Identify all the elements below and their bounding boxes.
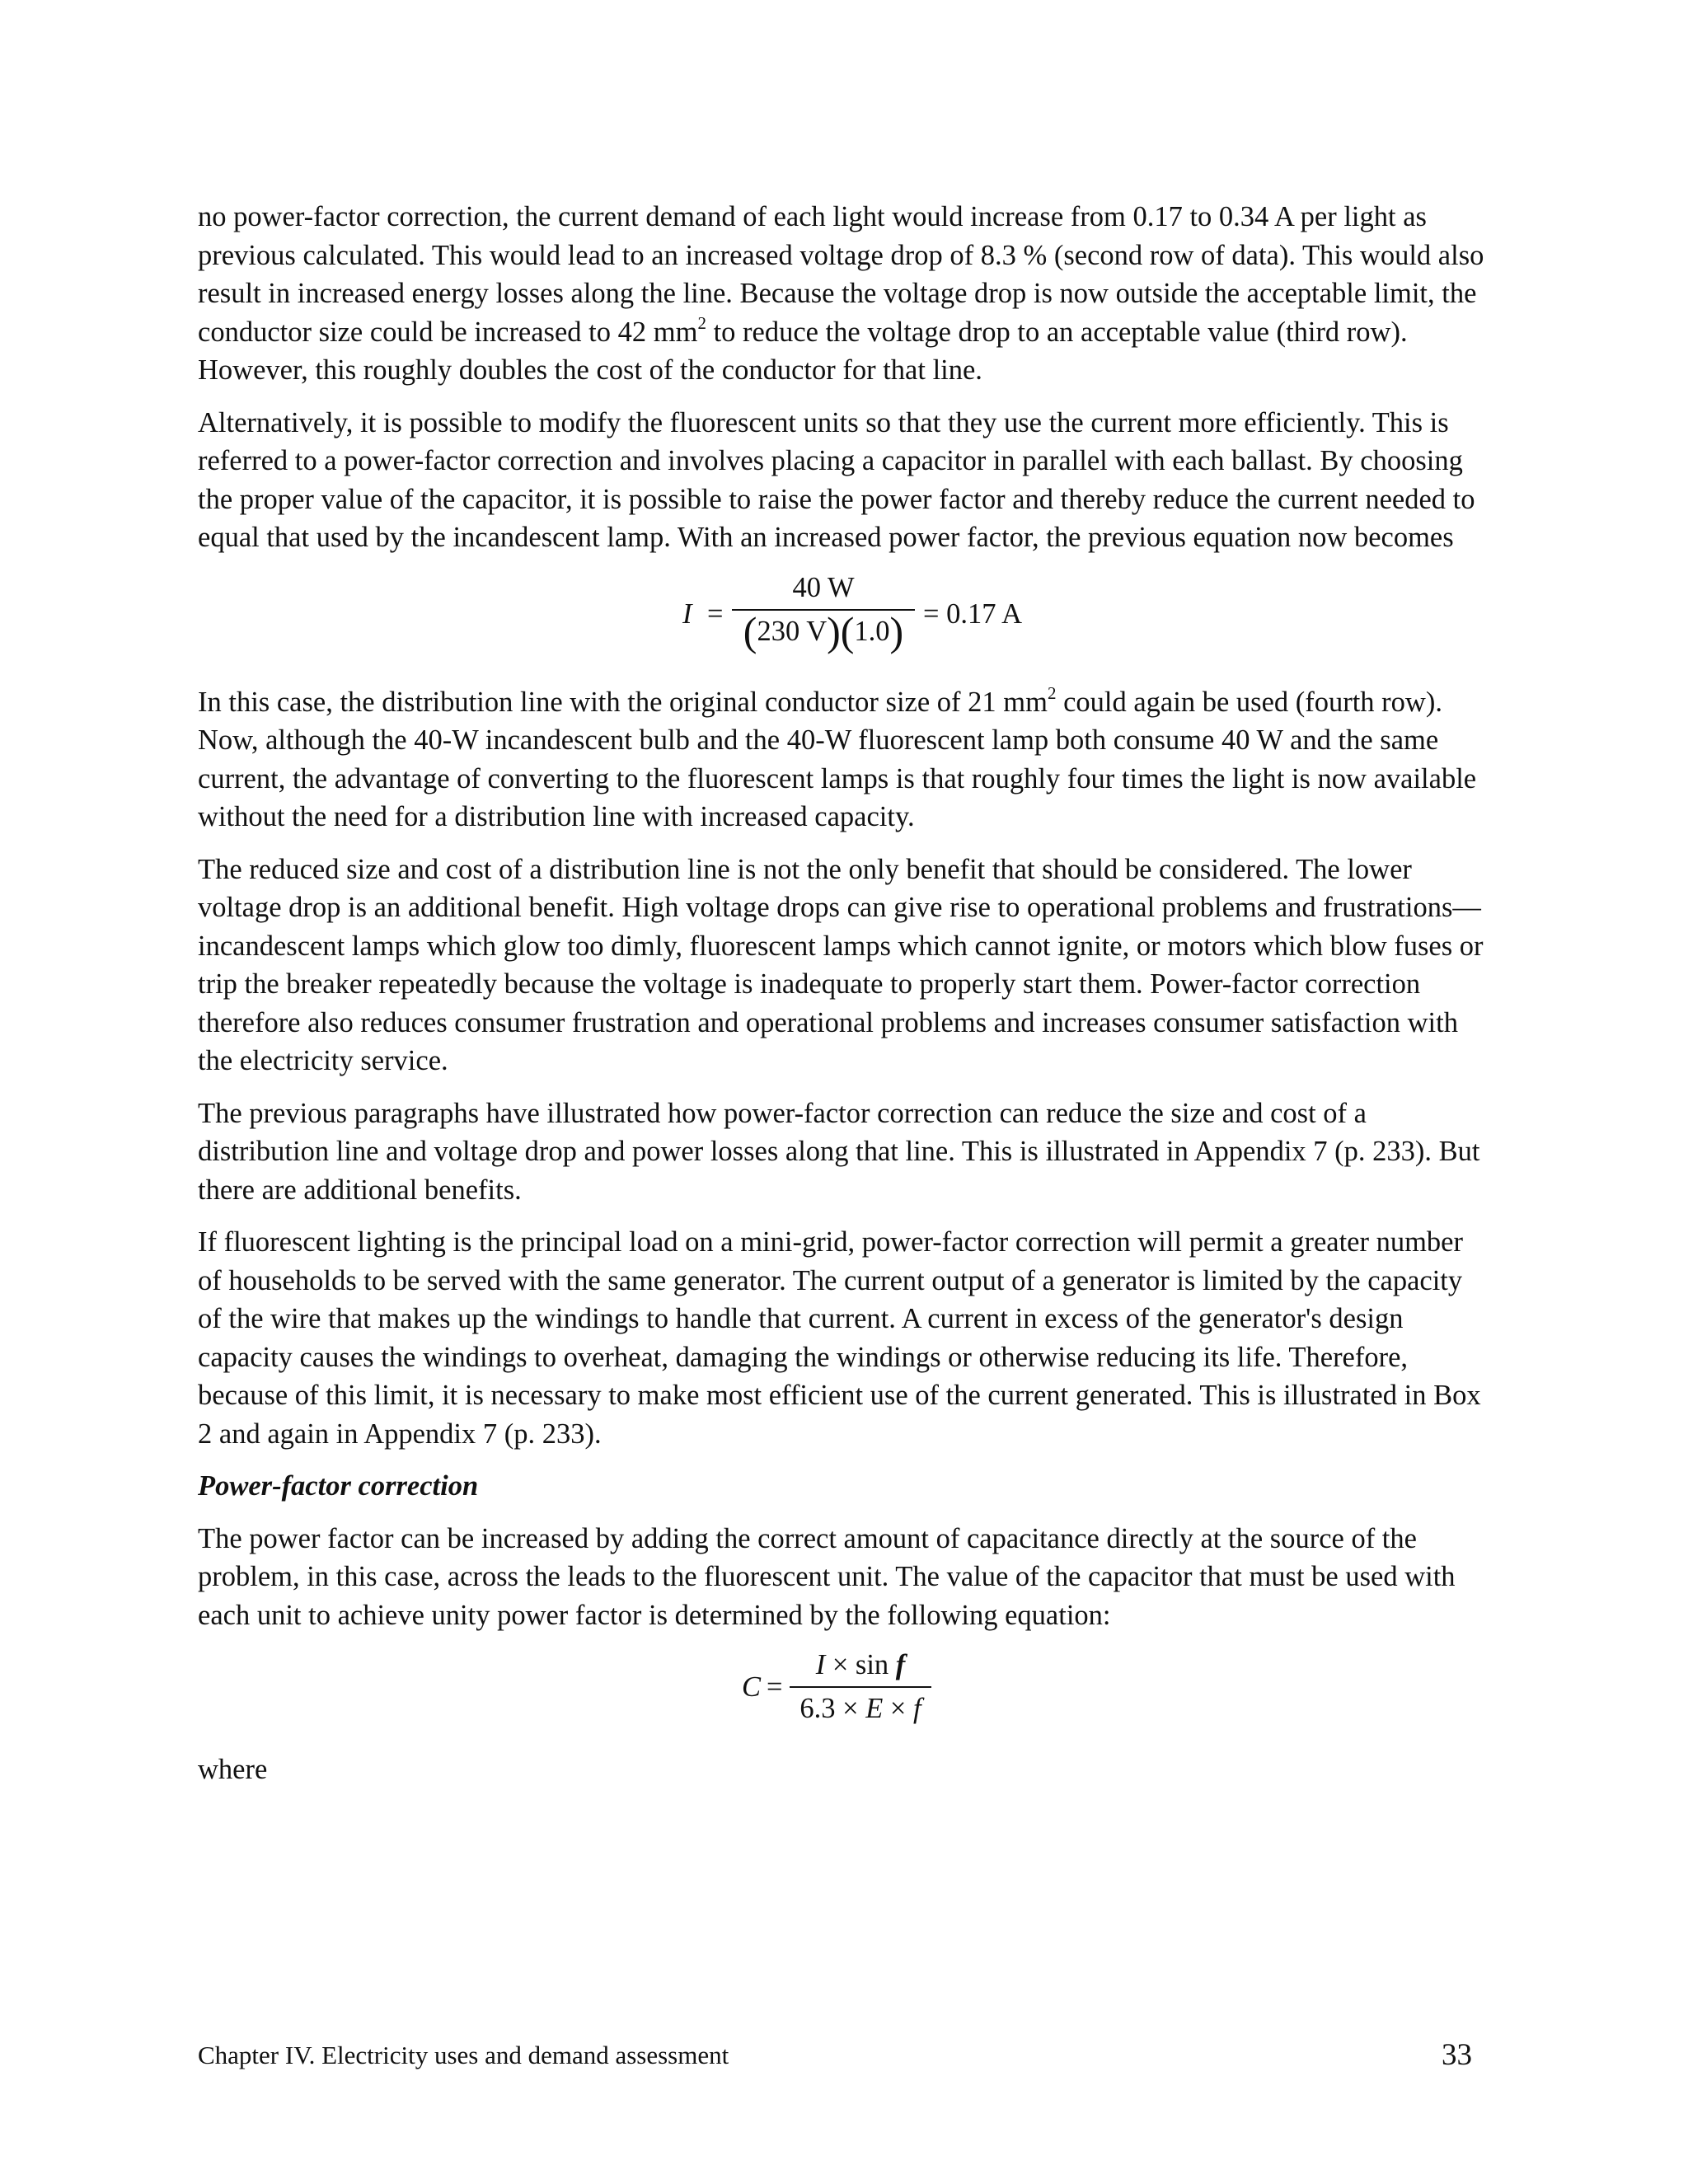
paragraph-6: If fluorescent lighting is the principal load on a mini-grid, power-factor correction will permit a greater number of households to be served with the same generator. The current output of a generator is limited by the capacity of the wire that makes up the windings to handle that current. A current in excess of the generator's design capacity causes the windings to overheat, damaging the windings or otherwise reducing its life. Therefore, because of this limit, it is necessary to make most efficient use of the current generated. This is illustrated in Box 2 and again in Appendix 7 (p. 233). <box>198 1226 1481 1450</box>
equals-sign: = <box>707 598 724 630</box>
section-heading: Power-factor correction <box>198 1470 479 1502</box>
paragraph-8: where <box>198 1754 268 1785</box>
fraction <box>732 571 915 654</box>
denominator: (230 V)(1.0) <box>743 607 904 654</box>
equation-current <box>198 571 1492 668</box>
paragraph-4: The reduced size and cost of a distribution line is not the only benefit that should be considered. The lower voltage drop is an additional benefit. High voltage drops can give rise to operational problems and frustrations—incandescent lamps which glow too dimly, fluorescent lamps which cannot ignite, or motors which blow fuses or trip the breaker repeatedly because the voltage is inadequate to properly start them. Power-factor correction therefore also reduces consumer frustration and operational problems and increases consumer satisfaction with the electricity service. <box>198 853 1484 1076</box>
superscript: 2 <box>697 313 706 333</box>
equals-sign: = <box>767 1671 783 1703</box>
page-number: 33 <box>1442 2038 1472 2072</box>
equation-capacitance <box>198 1648 1492 1736</box>
footer-chapter: Chapter IV. Electricity uses and demand assessment <box>198 2041 729 2069</box>
paragraph-7: The power factor can be increased by adding the correct amount of capacitance directly at the source of the problem, in this case, across the leads to the fluorescent unit. The value of the capacitor that must be used with each unit to achieve unity power factor is determined by the following equation: <box>198 1522 1456 1631</box>
body-text <box>198 198 1492 1803</box>
numerator: I × sin f <box>815 1649 906 1680</box>
paragraph-3: In this case, the distribution line with the original conductor size of 21 $mm^2$ could again be used (fourth row). Now, although the 40-W incandescent bulb and the 40-W fluorescent lamp both consume 40 W and the same current, the advantage of converting to the fluorescent lamps is that roughly four times the light is now available without the need for a distribution line with increased capacity. <box>198 683 1477 832</box>
fraction-bar <box>732 609 915 611</box>
denominator: 6.3 × E × f <box>799 1693 921 1724</box>
equation-rhs: = 0.17 A <box>923 598 1023 630</box>
numerator: 40 W <box>792 571 855 603</box>
paragraph-1: no power-factor correction, the current demand of each light would increase from 0.17 to 0.34 A per light as previous calculated. This would lead to an increased voltage drop of 8.3 % (second row of data). This would also result in increased energy losses along the line. Because the voltage drop is now outside the acceptable limit, the conductor size could be increased to 42 $mm^2$ to reduce the voltage drop to an acceptable value (third row). However, this roughly doubles the cost of the conductor for that line. <box>198 201 1484 386</box>
paragraph-2: Alternatively, it is possible to modify the fluorescent units so that they use the current more efficiently. This is referred to a power-factor correction and involves placing a capacitor in parallel with each ballast. By choosing the proper value of the capacitor, it is possible to raise the power factor and thereby reduce the current needed to equal that used by the incandescent lamp. With an increased power factor, the previous equation now becomes <box>198 406 1475 553</box>
paragraph-5: The previous paragraphs have illustrated how power-factor correction can reduce the size and cost of a distribution line and voltage drop and power losses along that line. This is illustrated in Appendix 7 (p. 233). But there are additional benefits. <box>198 1097 1480 1206</box>
equation-lhs: I <box>682 598 692 630</box>
superscript: 2 <box>1047 683 1057 703</box>
equation-lhs: C <box>742 1671 762 1703</box>
fraction <box>790 1648 931 1726</box>
fraction-bar <box>790 1686 931 1688</box>
